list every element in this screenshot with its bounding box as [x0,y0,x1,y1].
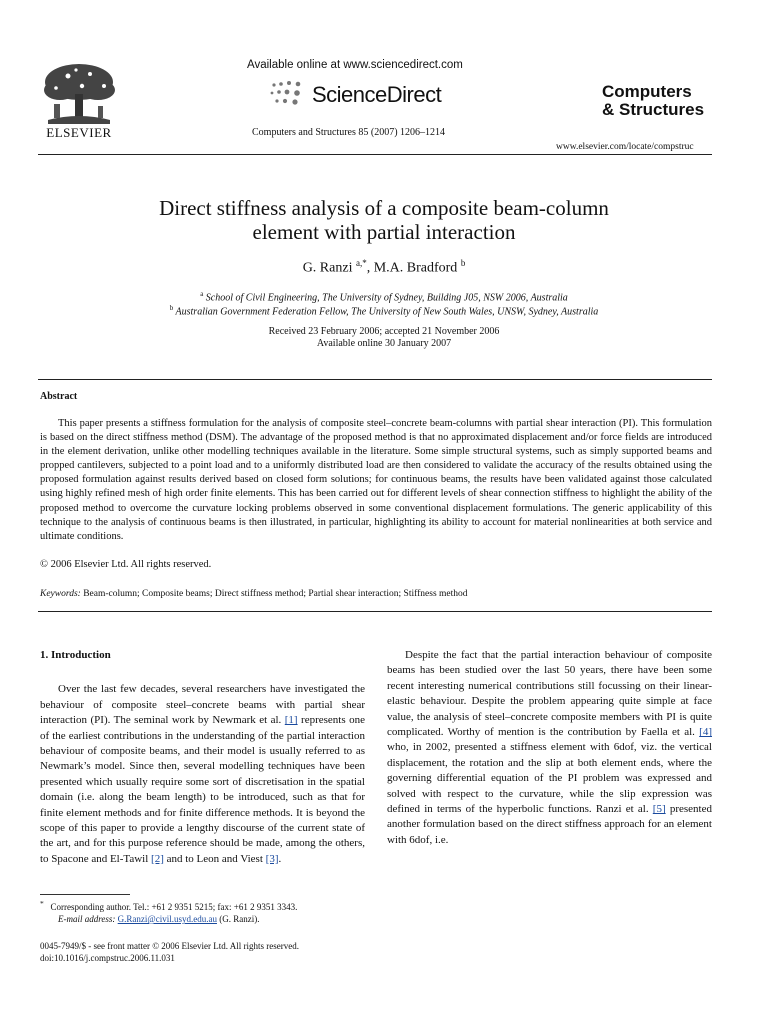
author-affiliation-marker: a,* [355,258,367,268]
author-email-link[interactable]: G.Ranzi@civil.usyd.edu.au [117,914,217,924]
citation-link-5[interactable]: [5] [652,803,666,816]
affiliation-text: Australian Government Federation Fellow, The University of New South Wales, UNSW, Sydney, Australia [175,306,599,318]
front-matter-line: 0045-7949/$ - see front matter © 2006 Elsevier Ltd. All rights reserved. [40,941,300,951]
journal-citation: Computers and Structures 85 (2007) 1206–1214 [252,127,446,138]
header-divider [38,154,712,155]
paragraph-text: Over the last few decades, several researchers have investigated the behaviour of composite steel–concrete beams with partial shear interaction (PI). The seminal work by Newmark et al. [40,683,365,727]
keywords-line [40,589,468,599]
publisher-name: ELSEVIER [46,125,112,140]
received-dates: Received 23 February 2006; accepted 21 November 2006 [268,326,500,337]
body-text [40,648,712,886]
author-separator: , [366,260,374,276]
affiliation-label: a [200,290,204,298]
keywords-list: Beam-column; Composite beams; Direct stiffness method; Partial shear interaction; Stiffness method [83,589,468,599]
journal-url[interactable]: www.elsevier.com/locate/compstruc [556,142,694,152]
abstract-copyright: © 2006 Elsevier Ltd. All rights reserved. [40,559,212,570]
author-name: G. Ranzi [302,260,353,276]
paragraph-text: represents one of the earliest contributions in the understanding of the partial interaction behaviour of composite beams, and their model is usually referred to as Newmark’s model. Since then, several modelling techniques have been presented which usually require some sort of discretisation in the spatial domain (i.e. along the beam length) to be introduced, such as that for finite element methods and for finite difference methods. It is beyond the scope of this paper to provide a lengthy discourse of the current state of the art, and for this purpose reference should be made, among the others, to Spacone and El-Tawil [40,714,365,865]
affiliation-b [0,304,768,317]
paragraph-text: presented another formulation based on the direct stiffness approach for an element with 6dof, i.e. [387,803,712,846]
abstract-body: This paper presents a stiffness formulation for the analysis of composite steel–concrete beam-columns with partial shear interaction (PI). This formulation is based on the direct stiffness method (DSM). The advantage of the proposed method is that no approximated displacement and/or force fields are introduced in the element derivation, unlike other modelling techniques available in the literature. Some simple structural systems, such as simply supported beams and propped cantilevers, subjected to a point load and to a uniformly distributed load are then considered to validate the accuracy of the results obtained using the proposed formulation against results derived based on closed form solutions; for continuous beams, the results have been validated against those calculated using highly refined mesh of high order finite elements. This has been carried out for different levels of shear connection stiffness to highlight the ability of the proposed method to overcome the curvature locking problems observed in some conventional displacement formulations. The generic applicability of this technique to the analysis of continuous beams is then illustrated, in particular, highlighting its ability to account for material nonlinearities at both service and ultimate conditions. [40,418,712,542]
citation-link-3[interactable]: [3] [265,852,279,865]
paragraph-text: . [278,852,282,865]
citation-link-2[interactable]: [2] [151,852,164,865]
paragraph-text: who, in 2002, presented a stiffness element with 6dof, viz. the vertical displacement, the rotation and the slip at both element ends, where the governing differential equation of the PI problem was expressed and solved with respect to the curvature, while the slip expression was defined in terms of the hyperbolic functions. Ranzi et al. [387,741,712,816]
citation-link-4[interactable]: [4] [699,726,712,739]
footnote-divider [40,894,130,895]
author-name: M.A. Bradford [373,260,458,276]
corresponding-author-footnote [40,898,367,925]
footnote-text: Corresponding author. Tel.: +61 2 9351 5215; fax: +61 2 9351 3343. [50,902,298,912]
doi-line[interactable]: doi:10.1016/j.compstruc.2006.11.031 [40,953,175,963]
intro-paragraph-1 [40,682,365,867]
journal-title-line2: & Structures [602,100,705,119]
author-affiliation-marker: b [460,258,466,268]
paper-title-line1: Direct stiffness analysis of a composite beam-column [159,196,609,220]
abstract-heading: Abstract [40,391,78,402]
affiliation-a [0,290,768,303]
email-label: E-mail address: [58,914,116,924]
section-heading-introduction: 1. Introduction [40,649,111,661]
email-suffix: (G. Ranzi). [216,914,260,924]
available-online-banner: Available online at www.sciencedirect.com [247,59,463,71]
citation-link-1[interactable]: [1] [284,714,298,727]
paragraph-text: Despite the fact that the partial interaction behaviour of composite beams has been studied over the last 50 years, there have been some recent interesting numerical contributions still focussing on their linear-elastic behaviour. Despite the problem appearing quite simple at face value, the analysis of steel–concrete composite members with PI is quite complicated. Worthy of mention is the contribution by Faella et al. [387,649,712,739]
footnote-marker: * [40,899,44,908]
elsevier-tree-logo [38,60,120,132]
abstract-top-divider [38,379,712,380]
journal-title-line1: Computers [602,82,692,101]
front-matter-notice [40,940,299,964]
available-online-date: Available online 30 January 2007 [316,338,452,349]
author-list [0,258,768,277]
sciencedirect-dots-icon [268,79,308,109]
affiliation-text: School of Civil Engineering, The University of Sydney, Building J05, NSW 2006, Australia [205,292,568,304]
affiliation-label: b [169,304,174,312]
keywords-label: Keywords: [40,589,81,599]
sciencedirect-wordmark: ScienceDirect [312,82,442,107]
paragraph-text: and to Leon and Viest [163,852,266,865]
paper-title-line2: element with partial interaction [252,220,516,244]
intro-paragraph-2 [387,648,712,848]
abstract-bottom-divider [38,611,712,612]
